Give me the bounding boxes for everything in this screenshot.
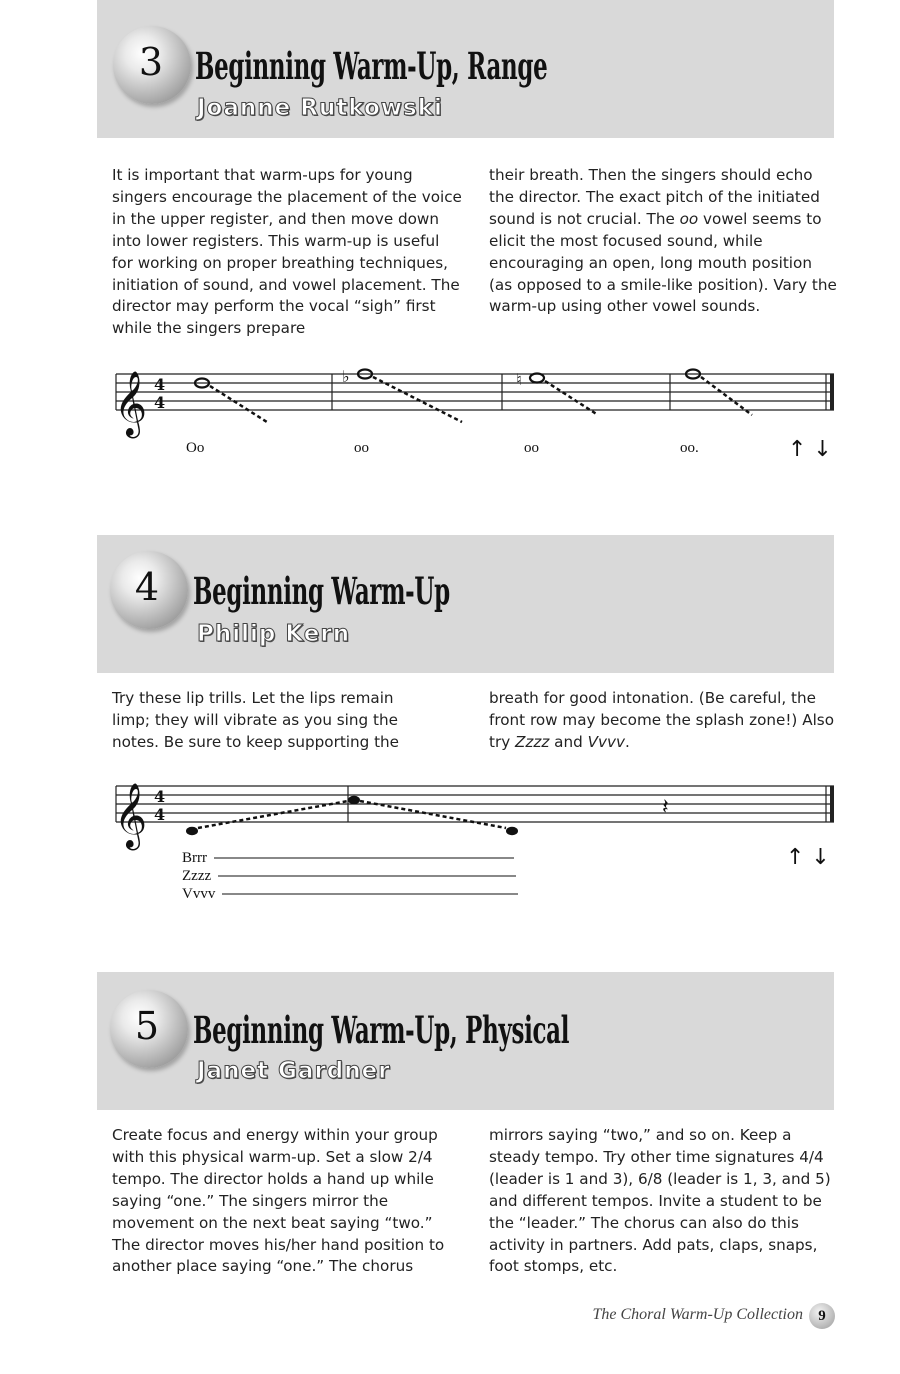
section-4-number: 4: [134, 565, 160, 609]
natural-icon: ♮: [516, 370, 522, 389]
lyric-brrr: Brrr: [182, 850, 207, 866]
section-4-author: Philip Kern: [197, 621, 351, 647]
section-3-col-1: [112, 165, 462, 340]
treble-clef-icon: 𝄞: [114, 371, 148, 436]
quarter-rest-icon: 𝄽: [662, 795, 669, 820]
section-5-banner: [97, 972, 834, 1110]
section-3-col-2: [489, 165, 837, 318]
time-sig-top-2: 4: [154, 787, 166, 806]
section-4-title: Beginning Warm-Up: [193, 569, 450, 613]
time-sig-top: 4: [154, 375, 166, 394]
section-5-col-2: [489, 1125, 837, 1278]
treble-clef-icon-2: 𝄞: [114, 783, 148, 848]
footer-title: The Choral Warm-Up Collection: [592, 1306, 803, 1323]
section-5-col-1: [112, 1125, 462, 1278]
lyric-1: Oo: [186, 440, 205, 456]
section-3-staff: [112, 360, 852, 470]
lyric-3: oo: [524, 440, 539, 456]
lyric-2: oo: [354, 440, 369, 456]
section-3-text-1: It is important that warm-ups for young singers encourage the placement of the voice in the upper register, and then move down into lower registers. This warm-up is useful for working on proper breathing techniques, initiation of sound, and vowel placement. The director may perform the vocal “sigh” first while the singers prepare: [112, 166, 462, 338]
section-3-number: 3: [138, 40, 164, 84]
section-4-text-1: Try these lip trills. Let the lips remain limp; they will vibrate as you sing the notes. Be sure to keep supporting the: [112, 689, 400, 751]
section-3-text-2: their breath. Then the singers should echo the director. The exact pitch of the initiated sound is not crucial. The oo vowel seems to elicit the most focused sound, while encouraging an open, long mouth position (as opposed to a smile-like position). Vary the warm-up using other vowel sounds.: [489, 166, 837, 316]
time-sig-bottom-2: 4: [154, 805, 166, 824]
flat-icon: ♭: [342, 367, 350, 386]
section-4-text-2: breath for good intonation. (Be careful, the front row may become the splash zone!) Also try Zzzz and Vvvv.: [489, 689, 835, 751]
section-3-author: Joanne Rutkowski: [197, 95, 443, 121]
section-4-col-1: [112, 688, 432, 754]
section-5-title: Beginning Warm-Up, Physical: [193, 1008, 570, 1052]
up-down-arrows-icon-2: ↑ ↓: [786, 845, 830, 870]
lyric-vvvv: Vvvv: [182, 886, 216, 902]
section-5-text-1: Create focus and energy within your group with this physical warm-up. Set a slow 2/4 tempo. The director holds a hand up while saying “one.” The singers mirror the movement on the next beat saying “two.” The director moves his/her hand position to another place saying “one.” The chorus: [112, 1126, 445, 1276]
lyric-4: oo.: [680, 440, 699, 456]
section-3-banner: [97, 0, 834, 138]
page-number: 9: [809, 1303, 835, 1329]
section-4-banner: [97, 535, 834, 673]
section-5-author: Janet Gardner: [197, 1058, 391, 1084]
section-3-title: Beginning Warm-Up, Range: [195, 44, 548, 88]
section-5-text-2: mirrors saying “two,” and so on. Keep a steady tempo. Try other time signatures 4/4 (leader is 1 and 3), 6/8 (leader is 1, 3, and 5) and different tempos. Invite a student to be the “leader.” The chorus can also do this activity in partners. Add pats, claps, snaps, foot stomps, etc.: [489, 1126, 831, 1276]
section-5-number: 5: [134, 1004, 160, 1048]
time-sig-bottom: 4: [154, 393, 166, 412]
lyric-zzzz: Zzzz: [182, 868, 212, 884]
section-4-col-2: [489, 688, 837, 754]
up-down-arrows-icon: ↑ ↓: [788, 437, 832, 462]
section-4-staff: [112, 770, 852, 905]
